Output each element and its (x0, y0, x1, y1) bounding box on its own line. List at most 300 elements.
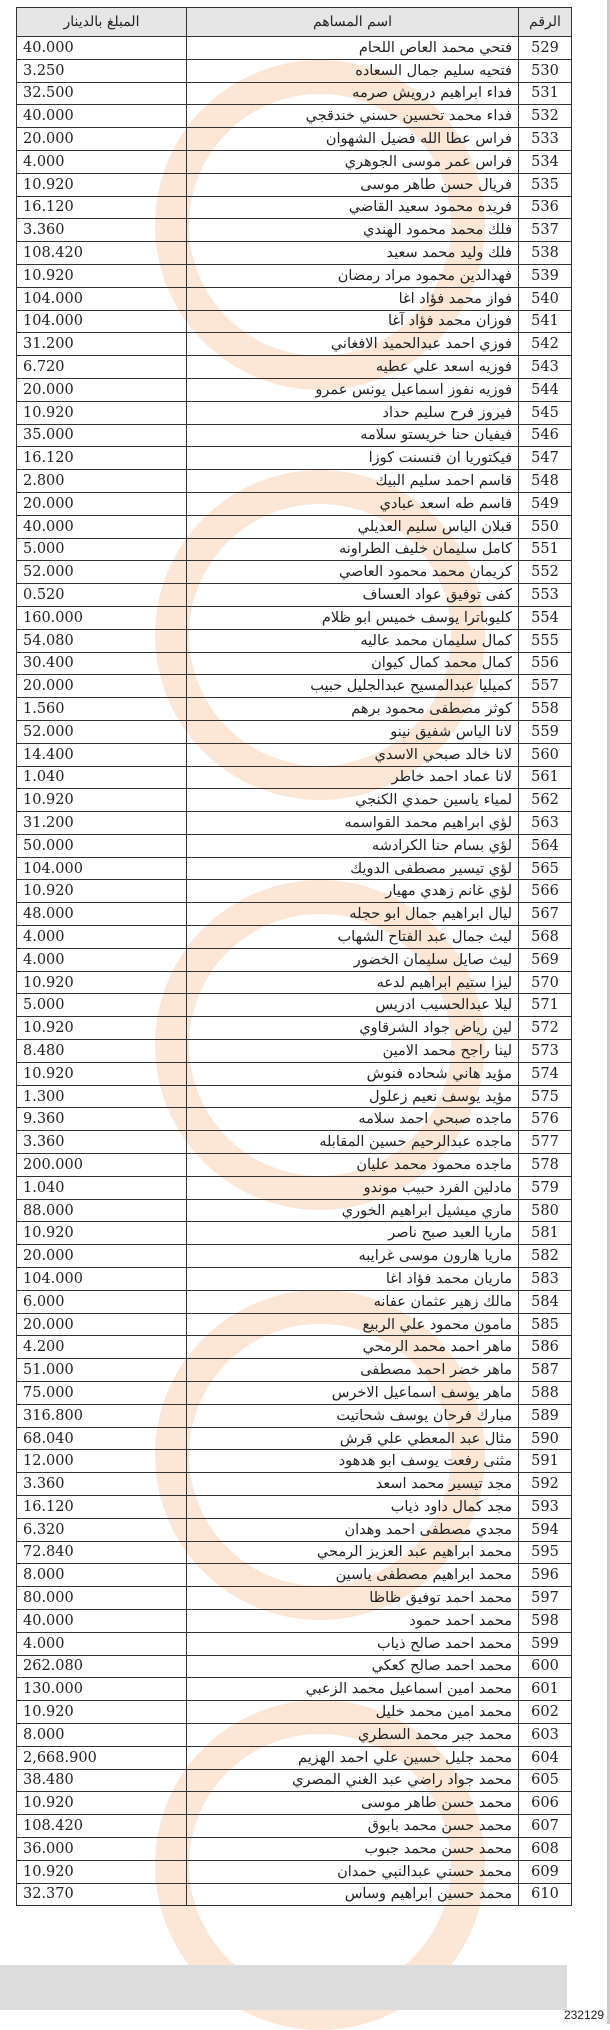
table-row (17, 743, 572, 766)
amount: 3.360 (17, 1131, 187, 1154)
amount: 10.920 (17, 401, 187, 424)
amount: 20.000 (17, 378, 187, 401)
table-row (17, 1085, 572, 1108)
shareholder-name: قاسم احمد سليم البيك (187, 470, 519, 493)
table-row (17, 1040, 572, 1063)
shareholder-name: مادلين الفرد حبيب موندو (187, 1176, 519, 1199)
amount: 6.720 (17, 356, 187, 379)
row-number: 576 (519, 1108, 572, 1131)
row-number: 584 (519, 1290, 572, 1313)
amount: 50.000 (17, 834, 187, 857)
shareholder-name: محمد امين اسماعيل محمد الزعبي (187, 1678, 519, 1701)
amount: 1.040 (17, 766, 187, 789)
amount: 4.000 (17, 150, 187, 173)
table-row (17, 1587, 572, 1610)
amount: 6.320 (17, 1518, 187, 1541)
table-row (17, 1131, 572, 1154)
row-number: 585 (519, 1313, 572, 1336)
amount: 316.800 (17, 1404, 187, 1427)
amount: 4.000 (17, 1632, 187, 1655)
amount: 38.480 (17, 1769, 187, 1792)
table-row (17, 378, 572, 401)
table-row (17, 1769, 572, 1792)
row-number: 546 (519, 424, 572, 447)
shareholder-name: فداء محمد تحسين حسني خندقجي (187, 105, 519, 128)
row-number: 563 (519, 812, 572, 835)
amount: 3.360 (17, 219, 187, 242)
row-number: 548 (519, 470, 572, 493)
shareholder-name: فتحيه سليم جمال السعاده (187, 59, 519, 82)
row-number: 551 (519, 538, 572, 561)
table-row (17, 1609, 572, 1632)
table-row (17, 1359, 572, 1382)
amount: 51.000 (17, 1359, 187, 1382)
amount: 4.000 (17, 948, 187, 971)
row-number: 604 (519, 1746, 572, 1769)
table-row (17, 356, 572, 379)
shareholder-name: محمد جواد راضي عبد الغني المصري (187, 1769, 519, 1792)
row-number: 536 (519, 196, 572, 219)
shareholders-table (16, 7, 572, 1906)
shareholder-name: ليلا عبدالحسيب ادريس (187, 994, 519, 1017)
amount: 40.000 (17, 515, 187, 538)
amount: 1.300 (17, 1085, 187, 1108)
shareholder-name: ليزا ستيم ابراهيم لدعه (187, 971, 519, 994)
row-number: 555 (519, 629, 572, 652)
amount: 72.840 (17, 1541, 187, 1564)
table-row (17, 1496, 572, 1519)
table-row (17, 492, 572, 515)
row-number: 574 (519, 1062, 572, 1085)
table-row (17, 333, 572, 356)
shareholder-name: ماريا العبد صبح ناصر (187, 1222, 519, 1245)
table-row (17, 903, 572, 926)
shareholder-name: فراس عطا الله فضيل الشهوان (187, 128, 519, 151)
table-row (17, 1632, 572, 1655)
table-row (17, 173, 572, 196)
row-number: 602 (519, 1701, 572, 1724)
table-row (17, 59, 572, 82)
shareholder-name: قاسم طه اسعد عبادي (187, 492, 519, 515)
table-row (17, 1382, 572, 1405)
amount: 10.920 (17, 880, 187, 903)
table-row (17, 1222, 572, 1245)
shareholder-name: فتحي محمد العاص اللحام (187, 37, 519, 60)
shareholder-name: ليث جمال عبد الفتاح الشهاب (187, 926, 519, 949)
table-row (17, 242, 572, 265)
shareholder-name: محمد احمد صالح ذياب (187, 1632, 519, 1655)
table-row (17, 857, 572, 880)
amount: 75.000 (17, 1382, 187, 1405)
amount: 32.500 (17, 82, 187, 105)
row-number: 582 (519, 1245, 572, 1268)
footer-bar (0, 1965, 567, 2010)
table-row (17, 766, 572, 789)
amount: 1.560 (17, 698, 187, 721)
shareholder-name: ماهر يوسف اسماعيل الاخرس (187, 1382, 519, 1405)
row-number: 559 (519, 720, 572, 743)
table-row (17, 1268, 572, 1291)
table-row (17, 1108, 572, 1131)
amount: 54.080 (17, 629, 187, 652)
table-row (17, 1541, 572, 1564)
shareholder-name: محمد حسني عبدالنبي حمدان (187, 1860, 519, 1883)
amount: 4.200 (17, 1336, 187, 1359)
shareholder-name: لؤي بسام حنا الكرادشه (187, 834, 519, 857)
row-number: 537 (519, 219, 572, 242)
row-number: 544 (519, 378, 572, 401)
row-number: 572 (519, 1017, 572, 1040)
row-number: 605 (519, 1769, 572, 1792)
shareholder-name: محمد احمد حمود (187, 1609, 519, 1632)
row-number: 600 (519, 1655, 572, 1678)
amount: 48.000 (17, 903, 187, 926)
row-number: 608 (519, 1837, 572, 1860)
table-row (17, 584, 572, 607)
shareholder-name: فيروز فرح سليم حداد (187, 401, 519, 424)
shareholder-name: كمال سليمان محمد عاليه (187, 629, 519, 652)
shareholder-name: فريده محمود سعيد القاضي (187, 196, 519, 219)
table-row (17, 606, 572, 629)
shareholder-name: محمد حسين ابراهيم وساس (187, 1883, 519, 1906)
shareholder-name: محمد امين محمد خليل (187, 1701, 519, 1724)
row-number: 566 (519, 880, 572, 903)
row-number: 535 (519, 173, 572, 196)
row-number: 606 (519, 1792, 572, 1815)
row-number: 592 (519, 1473, 572, 1496)
amount: 3.360 (17, 1473, 187, 1496)
table-row (17, 834, 572, 857)
row-number: 554 (519, 606, 572, 629)
shareholder-name: فوزي احمد عبدالحميد الافغاني (187, 333, 519, 356)
table-row (17, 1723, 572, 1746)
shareholder-name: لؤي غانم زهدي مهيار (187, 880, 519, 903)
table-row (17, 538, 572, 561)
table-row (17, 515, 572, 538)
row-number: 583 (519, 1268, 572, 1291)
shareholder-name: مثنى رفعت يوسف ابو هدهود (187, 1450, 519, 1473)
shareholder-name: ماريان محمد فؤاد اغا (187, 1268, 519, 1291)
row-number: 598 (519, 1609, 572, 1632)
table-row (17, 264, 572, 287)
shareholder-name: فوزيه اسعد علي عطيه (187, 356, 519, 379)
shareholder-name: قبلان الياس سليم العديلي (187, 515, 519, 538)
document-code: 232129 (563, 2008, 604, 2022)
shareholder-name: محمد حسن محمد بابوق (187, 1815, 519, 1838)
row-number: 593 (519, 1496, 572, 1519)
amount: 20.000 (17, 675, 187, 698)
row-number: 586 (519, 1336, 572, 1359)
amount: 31.200 (17, 333, 187, 356)
table-row (17, 1404, 572, 1427)
row-number: 577 (519, 1131, 572, 1154)
table-row (17, 1860, 572, 1883)
table-row (17, 1564, 572, 1587)
table-row (17, 196, 572, 219)
amount: 2.800 (17, 470, 187, 493)
row-number: 596 (519, 1564, 572, 1587)
shareholder-name: ماري ميشيل ابراهيم الخوري (187, 1199, 519, 1222)
shareholder-name: محمد احمد صالح كعكي (187, 1655, 519, 1678)
table-row (17, 1678, 572, 1701)
shareholder-name: محمد حسن محمد جبوب (187, 1837, 519, 1860)
table-row (17, 720, 572, 743)
table-row (17, 1336, 572, 1359)
shareholder-name: كميليا عبدالمسيح عبدالجليل حبيب (187, 675, 519, 698)
table-row (17, 1154, 572, 1177)
row-number: 556 (519, 652, 572, 675)
amount: 2,668.900 (17, 1746, 187, 1769)
amount: 8.000 (17, 1723, 187, 1746)
amount: 108.420 (17, 1815, 187, 1838)
amount: 0.520 (17, 584, 187, 607)
shareholder-name: لمياء ياسين حمدي الكنجي (187, 789, 519, 812)
shareholder-name: فداء ابراهيم درويش صرمه (187, 82, 519, 105)
amount: 10.920 (17, 173, 187, 196)
shareholder-name: فوزان محمد فؤاد آغا (187, 310, 519, 333)
table-row (17, 447, 572, 470)
shareholder-name: فيكتوريا ان فنسنت كوزا (187, 447, 519, 470)
row-number: 599 (519, 1632, 572, 1655)
shareholder-name: فلك محمد محمود الهندي (187, 219, 519, 242)
table-row (17, 1313, 572, 1336)
shareholder-name: مبارك فرحان يوسف شحاتيت (187, 1404, 519, 1427)
amount: 68.040 (17, 1427, 187, 1450)
row-number: 610 (519, 1883, 572, 1906)
table-row (17, 219, 572, 242)
row-number: 567 (519, 903, 572, 926)
shareholder-name: ماريا هارون موسى غرايبه (187, 1245, 519, 1268)
row-number: 549 (519, 492, 572, 515)
amount: 262.080 (17, 1655, 187, 1678)
row-number: 539 (519, 264, 572, 287)
row-number: 568 (519, 926, 572, 949)
row-number: 588 (519, 1382, 572, 1405)
shareholder-name: ليال ابراهيم جمال ابو حجله (187, 903, 519, 926)
table-header-row (17, 8, 572, 37)
amount: 104.000 (17, 1268, 187, 1291)
amount: 10.920 (17, 789, 187, 812)
shareholder-name: كليوباترا يوسف خميس ابو ظلام (187, 606, 519, 629)
table-row (17, 1883, 572, 1906)
amount: 14.400 (17, 743, 187, 766)
table-row (17, 287, 572, 310)
shareholder-name: مجدي مصطفى احمد وهدان (187, 1518, 519, 1541)
row-number: 589 (519, 1404, 572, 1427)
table-row (17, 424, 572, 447)
row-number: 543 (519, 356, 572, 379)
header-name: اسم المساهم (187, 8, 519, 37)
table-row (17, 629, 572, 652)
shareholder-name: ماهر احمد محمد الرمحي (187, 1336, 519, 1359)
amount: 10.920 (17, 1017, 187, 1040)
table-row (17, 971, 572, 994)
header-number: الرقم (519, 8, 572, 37)
amount: 52.000 (17, 720, 187, 743)
amount: 104.000 (17, 857, 187, 880)
table-row (17, 1746, 572, 1769)
header-amount: المبلغ بالدينار (17, 8, 187, 37)
shareholder-name: فلك وليد محمد سعيد (187, 242, 519, 265)
row-number: 590 (519, 1427, 572, 1450)
row-number: 561 (519, 766, 572, 789)
amount: 20.000 (17, 128, 187, 151)
shareholder-name: ماجده صبحي احمد سلامه (187, 1108, 519, 1131)
row-number: 580 (519, 1199, 572, 1222)
row-number: 570 (519, 971, 572, 994)
row-number: 603 (519, 1723, 572, 1746)
row-number: 529 (519, 37, 572, 60)
amount: 6.000 (17, 1290, 187, 1313)
row-number: 540 (519, 287, 572, 310)
amount: 10.920 (17, 1222, 187, 1245)
amount: 5.000 (17, 538, 187, 561)
amount: 20.000 (17, 492, 187, 515)
amount: 40.000 (17, 105, 187, 128)
shareholder-name: مثال عبد المعطي علي قرش (187, 1427, 519, 1450)
shareholder-name: محمد ابراهيم مصطفى ياسين (187, 1564, 519, 1587)
table-row (17, 1701, 572, 1724)
shareholder-name: محمد جليل حسين علي احمد الهزيم (187, 1746, 519, 1769)
table-row (17, 880, 572, 903)
shareholder-name: مجد تيسير محمد اسعد (187, 1473, 519, 1496)
amount: 52.000 (17, 561, 187, 584)
amount: 88.000 (17, 1199, 187, 1222)
table-row (17, 1837, 572, 1860)
shareholder-name: فهدالدين محمود مراد رمضان (187, 264, 519, 287)
table-row (17, 401, 572, 424)
amount: 130.000 (17, 1678, 187, 1701)
row-number: 553 (519, 584, 572, 607)
amount: 12.000 (17, 1450, 187, 1473)
amount: 8.000 (17, 1564, 187, 1587)
row-number: 591 (519, 1450, 572, 1473)
shareholder-name: ماجده عبدالرحيم حسين المقابله (187, 1131, 519, 1154)
row-number: 531 (519, 82, 572, 105)
amount: 104.000 (17, 287, 187, 310)
shareholder-name: لانا الياس شفيق نينو (187, 720, 519, 743)
shareholder-name: لانا خالد صبحي الاسدي (187, 743, 519, 766)
amount: 10.920 (17, 1062, 187, 1085)
table-row (17, 1792, 572, 1815)
amount: 20.000 (17, 1313, 187, 1336)
row-number: 541 (519, 310, 572, 333)
table-body (17, 37, 572, 1906)
row-number: 550 (519, 515, 572, 538)
row-number: 609 (519, 1860, 572, 1883)
amount: 32.370 (17, 1883, 187, 1906)
amount: 10.920 (17, 1860, 187, 1883)
row-number: 573 (519, 1040, 572, 1063)
row-number: 545 (519, 401, 572, 424)
row-number: 562 (519, 789, 572, 812)
table-row (17, 1017, 572, 1040)
amount: 16.120 (17, 196, 187, 219)
table-row (17, 675, 572, 698)
row-number: 547 (519, 447, 572, 470)
amount: 5.000 (17, 994, 187, 1017)
shareholder-name: مؤيد يوسف نعيم زعلول (187, 1085, 519, 1108)
shareholder-name: مالك زهير عثمان عفانه (187, 1290, 519, 1313)
shareholder-name: كفى توفيق عواد العساف (187, 584, 519, 607)
shareholder-name: محمد ابراهيم عبد العزيز الرمحي (187, 1541, 519, 1564)
amount: 36.000 (17, 1837, 187, 1860)
row-number: 532 (519, 105, 572, 128)
row-number: 578 (519, 1154, 572, 1177)
amount: 40.000 (17, 37, 187, 60)
table-row (17, 652, 572, 675)
row-number: 538 (519, 242, 572, 265)
row-number: 571 (519, 994, 572, 1017)
table-row (17, 926, 572, 949)
table-row (17, 1199, 572, 1222)
amount: 3.250 (17, 59, 187, 82)
amount: 20.000 (17, 1245, 187, 1268)
shareholder-name: كمال محمد كمال كيوان (187, 652, 519, 675)
table-row (17, 1655, 572, 1678)
amount: 31.200 (17, 812, 187, 835)
table-row (17, 789, 572, 812)
row-number: 597 (519, 1587, 572, 1610)
row-number: 552 (519, 561, 572, 584)
table-row (17, 994, 572, 1017)
row-number: 560 (519, 743, 572, 766)
table-row (17, 1473, 572, 1496)
shareholder-name: لينا راجح محمد الامين (187, 1040, 519, 1063)
shareholder-name: مامون محمود علي الربيع (187, 1313, 519, 1336)
shareholder-name: ماهر خضر احمد مصطفى (187, 1359, 519, 1382)
table-row (17, 82, 572, 105)
shareholder-name: فراس عمر موسى الجوهري (187, 150, 519, 173)
shareholder-name: مجد كمال داود ذياب (187, 1496, 519, 1519)
amount: 10.920 (17, 264, 187, 287)
shareholder-name: مؤيد هاني شحاده فنوش (187, 1062, 519, 1085)
row-number: 601 (519, 1678, 572, 1701)
row-number: 542 (519, 333, 572, 356)
shareholder-name: محمد جبر محمد السطري (187, 1723, 519, 1746)
amount: 30.400 (17, 652, 187, 675)
table-row (17, 150, 572, 173)
table-row (17, 1245, 572, 1268)
shareholder-name: محمد احمد توفيق ظاظا (187, 1587, 519, 1610)
amount: 80.000 (17, 1587, 187, 1610)
shareholder-name: كامل سليمان خليف الطراونه (187, 538, 519, 561)
amount: 108.420 (17, 242, 187, 265)
table-row (17, 310, 572, 333)
row-number: 575 (519, 1085, 572, 1108)
shareholder-name: لين رياض جواد الشرقاوي (187, 1017, 519, 1040)
amount: 1.040 (17, 1176, 187, 1199)
amount: 40.000 (17, 1609, 187, 1632)
shareholder-name: فوزيه نفوز اسماعيل يونس عمرو (187, 378, 519, 401)
amount: 10.920 (17, 1792, 187, 1815)
row-number: 595 (519, 1541, 572, 1564)
shareholder-name: محمد حسن طاهر موسى (187, 1792, 519, 1815)
row-number: 587 (519, 1359, 572, 1382)
amount: 200.000 (17, 1154, 187, 1177)
amount: 16.120 (17, 447, 187, 470)
table-row (17, 1290, 572, 1313)
row-number: 533 (519, 128, 572, 151)
amount: 4.000 (17, 926, 187, 949)
table-row (17, 1815, 572, 1838)
row-number: 565 (519, 857, 572, 880)
table-row (17, 1450, 572, 1473)
row-number: 594 (519, 1518, 572, 1541)
row-number: 579 (519, 1176, 572, 1199)
shareholder-name: ماجده محمود محمد عليان (187, 1154, 519, 1177)
shareholder-name: كريمان محمد محمود العاصي (187, 561, 519, 584)
